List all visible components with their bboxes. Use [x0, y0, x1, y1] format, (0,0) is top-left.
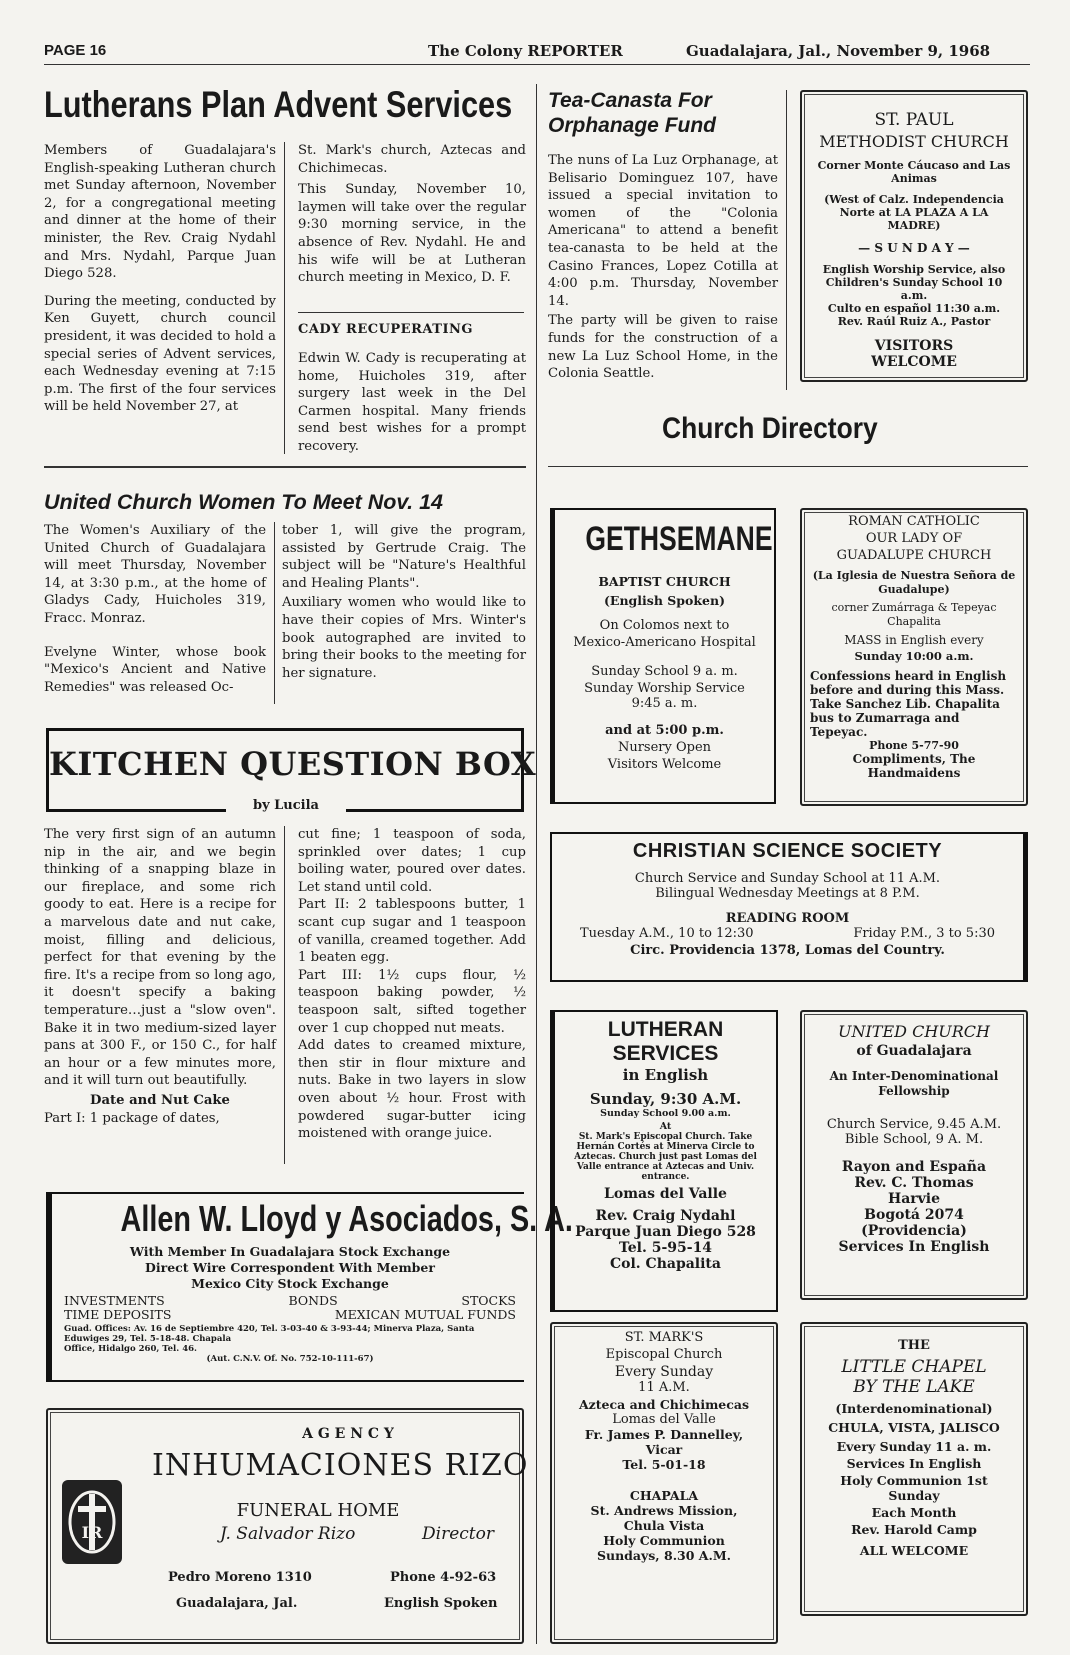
st-paul-line: English Worship Service, also Children's Sunday School 10 a.m.	[822, 263, 1006, 302]
st-marks-line: Fr. James P. Dannelley,	[584, 1427, 744, 1442]
chapel-line: (Interdenominational)	[835, 1401, 993, 1416]
paragraph: Part I: 1 package of dates,	[44, 1110, 220, 1126]
gethsemane-line: BAPTIST CHURCH	[598, 574, 731, 589]
paragraph: Part III: 1½ cups flour, ½ teaspoon baking powder, ½ teaspoon salt, sifted together over 1 cup chopped nut meats.	[298, 967, 526, 1036]
st-paul-sunday: — S U N D A Y —	[858, 241, 970, 255]
st-marks-line: Sundays, 8.30 A.M.	[596, 1548, 732, 1563]
rizo-agency: A G E N C Y	[302, 1426, 394, 1442]
lloyd-mutual-funds: MEXICAN MUTUAL FUNDS	[334, 1307, 516, 1322]
tea-article	[548, 152, 778, 383]
chapel-line: THE	[898, 1338, 930, 1353]
catholic-line: corner Zumárraga & Tepeyac Chapalita	[831, 601, 997, 628]
kitchen-col1	[44, 826, 276, 1127]
column-rule	[274, 522, 275, 704]
lutheran-directions: St. Mark's Episcopal Church. Take Hernán Cortés at Minerva Circle to Aztecas. Church just past Lomas del Valle entrance at Aztecas and Univ. entrance.	[574, 1132, 757, 1182]
cross-shield-icon	[62, 1480, 122, 1564]
united-line: An Inter-Denominational Fellowship	[829, 1069, 999, 1098]
catholic-line: MASS in English every	[844, 633, 984, 647]
st-paul-address: Corner Monte Cáucaso and Las Animas	[817, 159, 1011, 185]
gethsemane-line: and at 5:00 p.m.	[605, 723, 724, 738]
chapel-line: Each Month	[871, 1505, 957, 1520]
tea-headline: Tea-Canasta For Orphanage Fund	[548, 89, 716, 137]
paragraph: St. Mark's church, Aztecas and Chichimecas.	[298, 143, 526, 176]
st-marks-line: Chula Vista	[623, 1518, 705, 1533]
lloyd-authorization: (Aut. C.N.V. Of. No. 752-10-111-67)	[206, 1354, 374, 1364]
st-paul-pastor: Rev. Raúl Ruiz A., Pastor	[837, 315, 991, 328]
paragraph: The very first sign of an autumn nip in the air, and we begin thinking of a snapping blaze in our fireplace, and some rich goody to eat. Here is a recipe for a marvelous date and nut cake, moist, filling and delicious, perfect for that evening by the fire. It's a recipe from so long ago, it doesn't specify a baking temperature…just a "slow oven". Bake it in two medium-sized layer pans at 300 F., or 150 C., for half an hour or a few minutes more, and it will turn out beautifully.	[44, 827, 276, 1089]
christian-science-hours: Friday P.M., 3 to 5:30	[853, 926, 995, 941]
st-paul-visitors: VISITORS	[874, 338, 954, 354]
lutheran-services-ad	[550, 1010, 778, 1312]
kitchen-col2	[298, 826, 526, 1143]
lutheran-line: Rev. Craig Nydahl	[595, 1208, 736, 1224]
christian-science-line: Church Service and Sunday School at 11 A.M.	[634, 871, 941, 886]
catholic-line: Sunday 10:00 a.m.	[854, 649, 974, 663]
lutheran-line: Parque Juan Diego 528	[575, 1224, 756, 1240]
column-rule	[536, 84, 537, 1644]
united-line: Harvie	[887, 1191, 941, 1207]
christian-science-ad	[550, 832, 1028, 982]
lloyd-offices: Guad. Offices: Av. 16 de Septiembre 420, Tel. 3-03-40 & 3-93-44; Minerva Plaza, Santa Eduwiges 29, Tel. 5-18-48. Chapala	[64, 1324, 475, 1344]
paragraph: Members of Guadalajara's English-speaking Lutheran church met Sunday afternoon, November 2, for a congregational meeting and dinner at the home of their minister, the Rev. Craig Nydahl and Mrs. Nydahl, Parque Juan Diego 528.	[44, 143, 276, 282]
catholic-line: (La Iglesia de Nuestra Señora de Guadalupe)	[812, 569, 1016, 596]
lloyd-line: Mexico City Stock Exchange	[191, 1276, 389, 1291]
chapel-line: Sunday	[888, 1488, 940, 1503]
kitchen-byline: by Lucila	[226, 798, 346, 813]
paragraph: tober 1, will give the program, assisted by Gertrude Craig. The subject will be "Nature's Healthful and Healing Plants".	[282, 523, 526, 591]
catholic-line: Phone 5-77-90	[869, 739, 959, 752]
column-rule	[284, 826, 285, 1164]
lloyd-ad	[46, 1192, 573, 1382]
paragraph: The Women's Auxiliary of the United Church of Guadalajara will meet Thursday, November 14, at 3:30 p.m., at the home of Gladys Cady, Huicholes 319, Fracc. Monraz.	[44, 523, 266, 626]
united-line: (Providencia)	[861, 1223, 967, 1239]
st-marks-ad	[550, 1322, 778, 1644]
lutheran-line: Col. Chapalita	[610, 1256, 721, 1272]
dateline: Guadalajara, Jal., November 9, 1968	[686, 42, 991, 60]
gethsemane-line: (English Spoken)	[604, 593, 725, 608]
lloyd-title: Allen W. Lloyd y Asociados, S. A.	[120, 1198, 573, 1239]
rizo-funeral-home: FUNERAL HOME	[236, 1500, 400, 1521]
kitchen-title: KITCHEN QUESTION BOX	[49, 745, 537, 783]
page-number: PAGE 16	[44, 42, 107, 59]
gethsemane-title: GETHSEMANE	[585, 520, 773, 558]
united-line: Rev. C. Thomas	[854, 1175, 974, 1191]
st-paul-line: Culto en español 11:30 a.m.	[827, 302, 1001, 315]
catholic-ad	[800, 508, 1028, 806]
masthead-rule	[44, 64, 1030, 65]
paragraph: Evelyne Winter, whose book "Mexico's Ancient and Native Remedies" was released Oc-	[44, 644, 266, 695]
chapel-line: ALL WELCOME	[859, 1543, 969, 1558]
united-line: of Guadalajara	[856, 1043, 972, 1059]
lutheran-line: At	[659, 1121, 672, 1132]
st-marks-line: Holy Communion	[603, 1533, 725, 1548]
ucw-col2	[282, 522, 526, 682]
chapel-line: LITTLE CHAPEL	[841, 1357, 987, 1377]
paragraph: Auxiliary women who would like to have their copies of Mrs. Winter's book autographed are invited to bring their books to the meeting for her signature.	[282, 595, 526, 681]
catholic-line: GUADALUPE CHURCH	[836, 548, 992, 563]
christian-science-address: Circ. Providencia 1378, Lomas del Country.	[630, 943, 945, 958]
st-marks-line: Episcopal Church	[605, 1347, 723, 1362]
lutheran-line: in English	[622, 1066, 709, 1084]
ucw-col1	[44, 522, 266, 696]
column-rule	[284, 142, 285, 454]
chapel-line: CHULA, VISTA, JALISCO	[828, 1420, 1000, 1435]
svg-text:IR: IR	[81, 1523, 103, 1542]
united-line: Church Service, 9.45 A.M.	[826, 1117, 1002, 1132]
gethsemane-line: Mexico-Americano Hospital	[573, 635, 756, 650]
st-marks-line: CHAPALA	[629, 1488, 699, 1503]
catholic-line: Confessions heard in English before and during this Mass. Take Sanchez Lib. Chapalita bus to Zumarraga and Tepeyac.	[810, 669, 1007, 739]
paragraph: Edwin W. Cady is recuperating at home, Huicholes 319, after surgery last week in the Del Carmen hospital. Many friends send best wishes for a prompt recovery.	[298, 351, 526, 454]
christian-science-title: CHRISTIAN SCIENCE SOCIETY	[632, 840, 943, 862]
lutheran-line: Tel. 5-95-14	[618, 1240, 713, 1256]
column-rule	[786, 90, 787, 390]
lutheran-title: LUTHERAN	[607, 1018, 724, 1041]
section-rule	[548, 466, 1028, 467]
gethsemane-line: Nursery Open	[617, 740, 712, 755]
lutheran-title: SERVICES	[612, 1042, 719, 1065]
lutheran-line: Lomas del Valle	[604, 1186, 727, 1202]
st-marks-line: Tel. 5-01-18	[622, 1457, 706, 1472]
st-marks-line: ST. MARK'S	[624, 1330, 704, 1345]
rizo-logo	[62, 1480, 122, 1564]
st-paul-directions: (West of Calz. Independencia Norte at LA PLAZA A LA MADRE)	[824, 193, 1004, 232]
chapel-line: Rev. Harold Camp	[851, 1522, 977, 1537]
st-paul-ad	[800, 90, 1028, 382]
united-line: Rayon and España	[841, 1159, 987, 1175]
section-rule	[298, 312, 524, 313]
chapel-line: Every Sunday 11 a. m.	[836, 1439, 992, 1454]
recipe-title: Date and Nut Cake	[90, 1092, 230, 1108]
christian-science-line: Bilingual Wednesday Meetings at 8 P.M.	[655, 886, 920, 901]
little-chapel-ad	[800, 1322, 1028, 1616]
lutherans-col1	[44, 142, 276, 416]
lloyd-bonds: BONDS	[288, 1293, 338, 1308]
st-marks-line: Every Sunday	[614, 1364, 714, 1380]
rizo-director: Director	[422, 1524, 494, 1544]
paragraph: Part II: 2 tablespoons butter, 1 scant cup sugar and 1 teaspoon of vanilla, creamed together. Add 1 beaten egg.	[298, 897, 526, 966]
catholic-line: OUR LADY OF	[865, 531, 963, 546]
lloyd-line: With Member In Guadalajara Stock Exchange	[129, 1244, 451, 1259]
church-directory-title: Church Directory	[662, 412, 878, 445]
catholic-line: Compliments, The Handmaidens	[852, 752, 976, 780]
gethsemane-line: Visitors Welcome	[607, 757, 722, 772]
lloyd-line: Direct Wire Correspondent With Member	[145, 1260, 435, 1275]
lloyd-offices: Office, Hidalgo 260, Tel. 46.	[64, 1344, 197, 1354]
paper-name: The Colony REPORTER	[428, 42, 623, 60]
chapel-line: BY THE LAKE	[853, 1377, 975, 1397]
paragraph: cut fine; 1 teaspoon of soda, sprinkled over dates; 1 cup boiling water, poured over dates. Let stand until cold.	[298, 827, 526, 895]
st-marks-line: St. Andrews Mission,	[590, 1503, 738, 1518]
chapel-line: Holy Communion 1st	[840, 1473, 988, 1488]
paragraph: This Sunday, November 10, laymen will take over the regular 9:30 morning service, in the absence of Rev. Nydahl. He and his wife will be at Lutheran church meeting in Mexico, D. F.	[298, 182, 526, 286]
united-line: Services In English	[838, 1239, 990, 1255]
ucw-headline: United Church Women To Meet Nov. 14	[44, 490, 443, 514]
rizo-name: INHUMACIONES RIZO	[152, 1448, 529, 1483]
gethsemane-line: Sunday Worship Service	[584, 681, 745, 696]
st-marks-line: Lomas del Valle	[612, 1412, 716, 1427]
lutherans-col2	[298, 142, 526, 287]
paragraph: The nuns of La Luz Orphanage, at Belisario Dominguez 107, have issued a special invitation to women of the "Colonia Americana" to attend a benefit tea-canasta to be held at the Casino Frances, Lopez Cotilla at 4:00 p.m. Thursday, November 14.	[548, 153, 778, 309]
gethsemane-line: Sunday School 9 a. m.	[591, 664, 738, 679]
united-line: Bible School, 9 A. M.	[844, 1132, 984, 1147]
united-church-ad	[800, 1010, 1028, 1300]
gethsemane-line: 9:45 a. m.	[631, 696, 698, 711]
rizo-ad	[46, 1408, 529, 1644]
christian-science-line: READING ROOM	[725, 911, 850, 926]
cady-headline: CADY RECUPERATING	[298, 322, 474, 337]
rizo-phone: Phone 4-92-63	[390, 1570, 497, 1585]
lutherans-headline: Lutherans Plan Advent Services	[44, 84, 513, 125]
st-marks-line: 11 A.M.	[638, 1380, 690, 1395]
gethsemane-line: On Colomos next to	[599, 618, 730, 633]
cady-article	[298, 350, 526, 456]
lloyd-stocks: STOCKS	[461, 1293, 516, 1308]
christian-science-hours: Tuesday A.M., 10 to 12:30	[580, 926, 754, 941]
rizo-address: Pedro Moreno 1310	[168, 1570, 312, 1585]
rizo-english: English Spoken	[384, 1596, 498, 1611]
gethsemane-ad	[550, 508, 776, 804]
st-marks-line: Azteca and Chichimecas	[578, 1397, 750, 1412]
st-paul-subtitle: METHODIST CHURCH	[819, 132, 1009, 151]
paragraph: Add dates to creamed mixture, then stir in flour mixture and nuts. Bake in two layers in slow oven about ½ hour. Frost with powdered sugar-butter icing moistened with orange juice.	[298, 1038, 526, 1142]
catholic-line: ROMAN CATHOLIC	[848, 514, 980, 529]
st-marks-line: Vicar	[645, 1442, 683, 1457]
paragraph: During the meeting, conducted by Ken Guyett, church council president, it was decided to hold a special series of Advent services, each Wednesday evening at 7:15 p.m. The first of the four services will be held November 27, at	[44, 293, 276, 415]
chapel-line: Services In English	[846, 1456, 982, 1471]
united-line: Bogotá 2074	[864, 1207, 964, 1223]
st-paul-welcome: WELCOME	[871, 354, 957, 370]
lloyd-investments: INVESTMENTS	[64, 1293, 165, 1308]
paragraph: The party will be given to raise funds for the construction of a new La Luz School Home, in the Colonia Seattle.	[548, 313, 778, 382]
st-paul-title: ST. PAUL	[874, 110, 954, 130]
united-line: UNITED CHURCH	[838, 1022, 990, 1041]
lutheran-line: Sunday, 9:30 A.M.	[589, 1090, 742, 1108]
lloyd-time-deposits: TIME DEPOSITS	[64, 1307, 172, 1322]
section-rule	[44, 466, 526, 468]
rizo-city: Guadalajara, Jal.	[176, 1596, 298, 1611]
lutheran-line: Sunday School 9.00 a.m.	[600, 1108, 731, 1119]
rizo-person: J. Salvador Rizo	[220, 1524, 356, 1544]
